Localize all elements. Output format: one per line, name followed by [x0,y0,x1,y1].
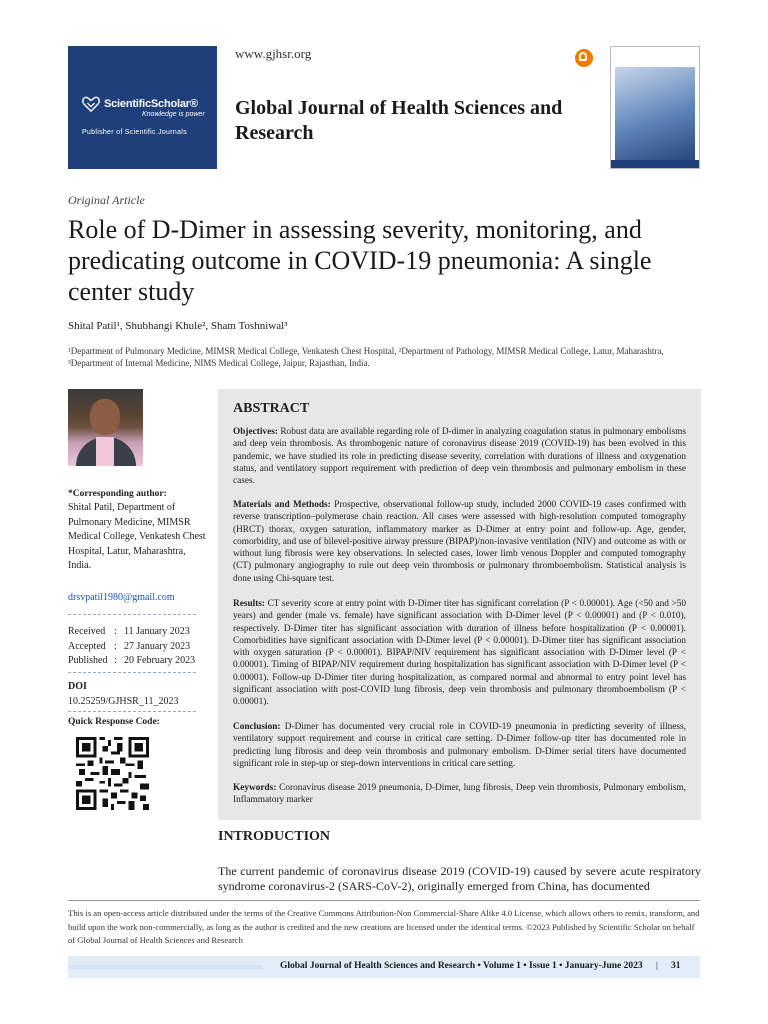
article-type: Original Article [68,193,145,207]
logo-tagline: Knowledge is power [142,111,205,118]
publisher-logo[interactable] [68,46,217,169]
heart-logo-icon [82,96,100,112]
corresponding-author-label: *Corresponding author: [68,489,167,499]
author-list: Shital Patil¹, Shubhangi Khule², Sham Toshniwal³ [68,320,288,332]
journal-cover-image [610,46,700,169]
footer-divider [68,900,700,901]
author-photo [68,389,143,466]
affiliations: ¹Department of Pulmonary Medicine, MIMSR Medical College, Venkatesh Chest Hospital, ²Department of Pathology, MIMSR Medical College, Latur, Maharashtra, ³Department of Internal Medicine, NIMS Medical College, Jaipur, Rajasthan, India. [68,346,664,368]
introduction-heading: INTRODUCTION [218,829,331,844]
doi-label: DOI [68,681,87,692]
article-title: Role of D-Dimer in assessing severity, monitoring, and predicating outcome in COVID-19 pneumonia: A single center study [68,215,652,306]
abstract-objectives: Objectives: Robust data are available regarding role of D-dimer in analyzing coagulation status in pulmonary embolisms and deep vein thrombosis. As thrombogenic nature of coronavirus disease 2019 (COVID-19) has been evolved in this pandemic, we have studied its role in predicting disease severity, correlation with durations of illness and oxygenation status, and ventilatory support requirement with prediction of deep vein thrombosis and pulmonary embolism in these cases. [233,427,686,487]
divider [68,614,196,615]
qr-code-image[interactable] [76,737,149,810]
introduction-text: The current pandemic of coronavirus disease 2019 (COVID-19) caused by severe acute respiratory syndrome coronavirus-2 (SARS-CoV-2), originally emerged from China, has documented [218,864,701,893]
open-access-icon [575,49,593,67]
divider [68,711,196,712]
abstract-heading: ABSTRACT [233,401,310,416]
qr-code-label: Quick Response Code: [68,717,160,727]
abstract-keywords: Keywords: Coronavirus disease 2019 pneumonia, D-Dimer, lung fibrosis, Deep vein thrombosis, Pulmonary embolism, Inflammatory marker [233,783,686,806]
article-dates [68,625,198,669]
footer-separator: | [656,961,658,971]
date-row-published: Published : 20 February 2023 [68,655,196,666]
logo-brand-name: ScientificScholar® [104,98,198,110]
page-number: 31 [671,961,681,971]
journal-title: Global Journal of Health Sciences and Research [235,97,563,144]
divider [68,672,196,673]
date-row-received: Received : 11 January 2023 [68,626,190,637]
site-url-link[interactable]: www.gjhsr.org [235,46,312,61]
date-row-accepted: Accepted : 27 January 2023 [68,640,191,652]
abstract-conclusion: Conclusion: D-Dimer has documented very crucial role in COVID-19 pneumonia in predicting severity of illness, ventilatory support requirement and course in critical care setting. D-Dimer follow-up titer has documented role in predicting lung fibrosis and deep vein thrombosis and pulmonary embolism. D-Dimer serial titers have documented significant role in step-up or step-down interventions in critical care setting. [233,722,686,769]
doi-link[interactable]: 10.25259/GJHSR_11_2023 [68,696,179,707]
abstract-methods: Materials and Methods: Prospective, observational follow-up study, included 2000 COVID-19 cases confirmed with reverse transcription–polymerase chain reaction. All cases were assessed with high-resolution computed tomography (HRCT) thorax, oxygen saturation, inflammatory marker as D-Dimer at entry point and follow-up. Age, gender, comorbidity, and use of bilevel-positive airway pressure (BIPAP)/non-invasive ventilation (NIV) and outcome as with or without lung fibrosis were key observations. In selected cases, lower limb venous Doppler and computed tomography (CT) pulmonary angiography to rule out deep vein thrombosis or pulmonary thromboembolism. Statistical analysis is done using Chi-square test. [233,500,686,584]
logo-publisher-line: Publisher of Scientific Journals [82,129,187,136]
footer-citation: Global Journal of Health Sciences and Research • Volume 1 • Issue 1 • January-June 2023 [280,961,643,971]
license-notice: This is an open-access article distributed under the terms of the Creative Commons Attribution-Non Commercial-Share Alike 4.0 License, which allows others to remix, transform, and build upon the work non-commercially, as long as the author is credited and the new creations are licensed under the identical terms. ©2023 Published by Scientific Scholar on behalf of Global Journal of Health Sciences and Research [68,908,700,945]
abstract-results: Results: CT severity score at entry point with D-Dimer titer has significant correlation (P < 0.00001). Age (<50 and >50 years) and gender (male vs. female) have significant association with D-Dimer level (P < 0.00001) and (P < 0.010), respectively. D-Dimer titer has significant association with duration of illness before hospitalization (P < 0.00001). Comorbidities have significant association with D-Dimer level (P < 0.00001). D-Dimer titer has significant association with oxygen saturation (P < 0.00001). BIPAP/NIV requirement has significant association with D-Dimer level (P < 0.00001). Timing of BIPAP/NIV requirement during hospitalization has significant association with D-Dimer level (P < 0.00001). Follow-up D-Dimer titer during hospitalization, as compared normal and abnormal to entry point level has significant association with post-COVID lung fibrosis, deep vein thrombosis and pulmonary thromboembolism (P < 0.00001). [233,599,686,708]
corresponding-author-details: Shital Patil, Department of Pulmonary Medicine, MIMSR Medical College, Venkatesh Chest Hospital, Latur, Maharashtra, India. [68,502,206,571]
corresponding-email-link[interactable]: drsvpatil1980@gmail.com [68,592,175,603]
